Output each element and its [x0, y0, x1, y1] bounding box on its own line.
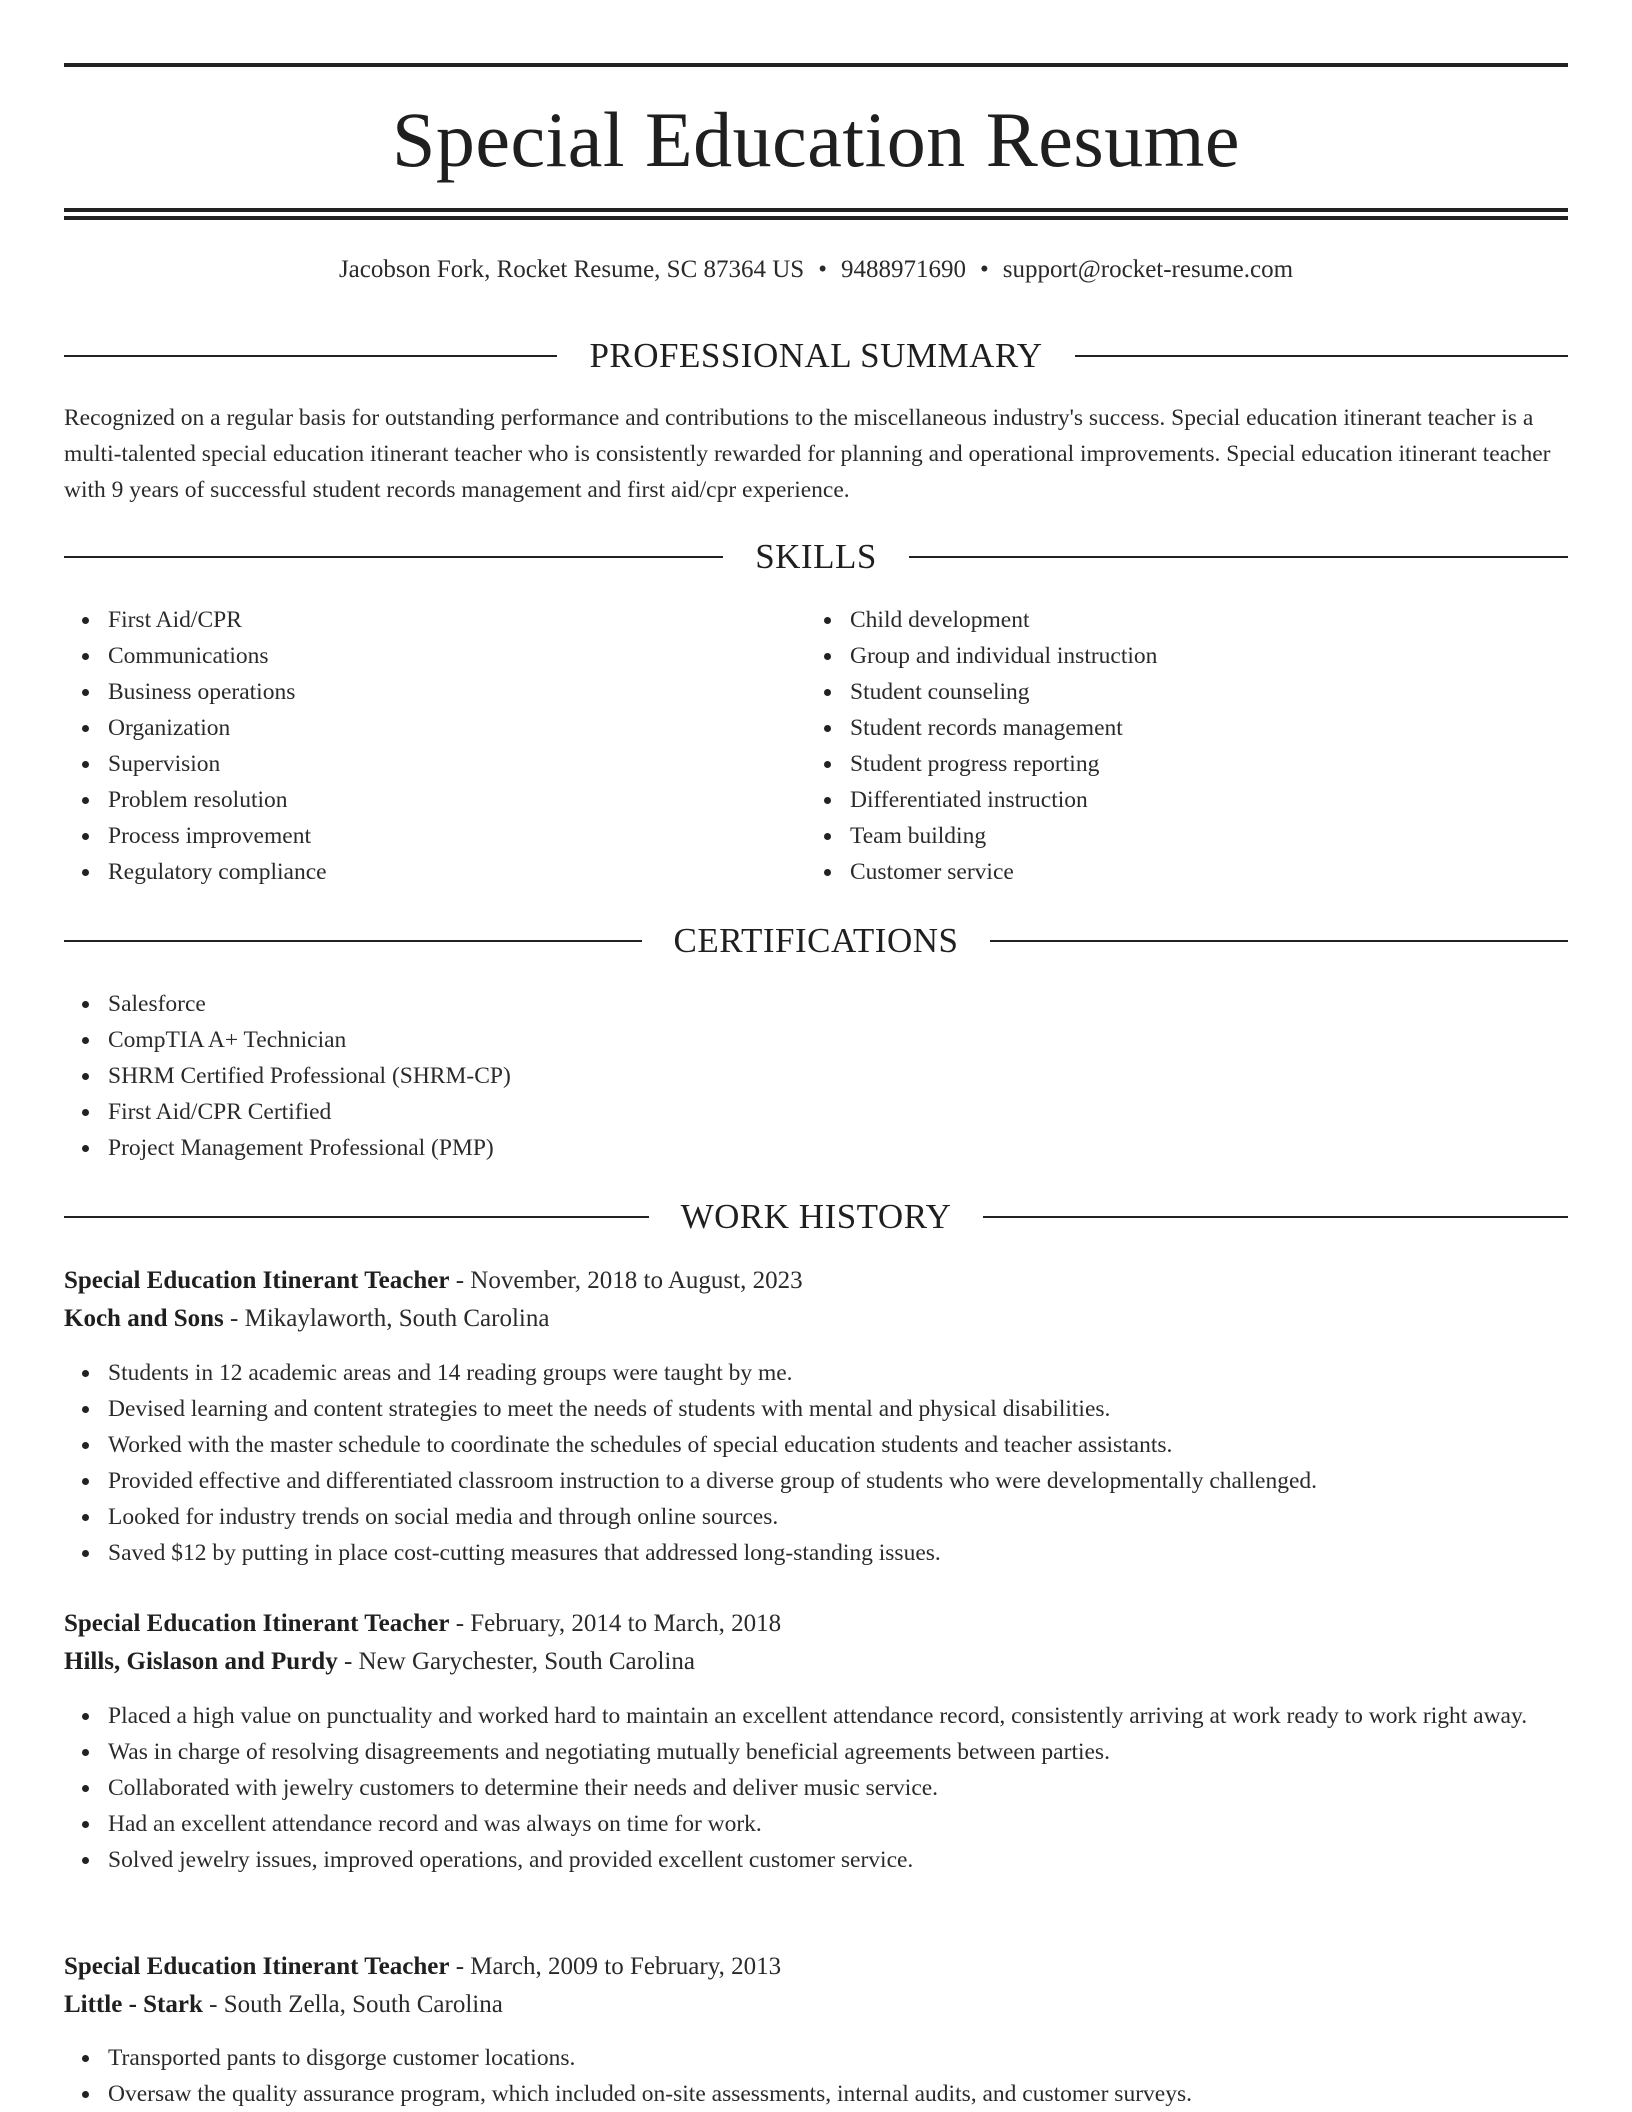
skill-text: Regulatory compliance: [108, 859, 327, 885]
certification-item: [108, 986, 1568, 1022]
skill-item: [850, 710, 1550, 746]
bullet-icon: [82, 833, 89, 840]
duty-item: [108, 1770, 1568, 1806]
heading-rule-left: [64, 355, 557, 357]
resume-title: Special Education Resume: [391, 96, 1241, 183]
job-duties-list: [64, 1698, 1568, 1878]
bullet-icon: [82, 869, 89, 876]
bullet-icon: [82, 1713, 89, 1720]
certification-item: [108, 1058, 1568, 1094]
job-company: Little - Stark: [64, 1991, 203, 2018]
contact-separator: •: [818, 256, 827, 283]
skill-item: [850, 818, 1550, 854]
bullet-icon: [82, 1406, 89, 1413]
certification-text: Project Management Professional (PMP): [108, 1135, 494, 1161]
section-title: WORK HISTORY: [680, 1197, 952, 1236]
bullet-icon: [824, 653, 831, 660]
bullet-icon: [82, 1001, 89, 1008]
skill-text: Business operations: [108, 679, 296, 705]
job-company-line: [64, 1986, 1568, 2024]
skill-item: [108, 674, 808, 710]
bullet-icon: [82, 1514, 89, 1521]
skill-text: First Aid/CPR: [108, 607, 242, 633]
skill-text: Communications: [108, 643, 269, 669]
bullet-icon: [82, 761, 89, 768]
job-title-line: [64, 1948, 1568, 1986]
certification-item: [108, 1094, 1568, 1130]
section-heading-certifications: [64, 919, 1568, 963]
heading-rule-right: [990, 940, 1568, 942]
duty-text: Devised learning and content strategies to meet the needs of students with mental and physical disabilities.: [108, 1396, 1111, 1422]
bullet-icon: [82, 2055, 89, 2062]
job-company: Hills, Gislason and Purdy: [64, 1648, 338, 1675]
duty-item: [108, 1391, 1568, 1427]
duty-item: [108, 1698, 1568, 1734]
duty-item: [108, 1535, 1568, 1571]
duty-text: Saved $12 by putting in place cost-cutting measures that addressed long-standing issues.: [108, 1540, 941, 1566]
skill-item: [108, 782, 808, 818]
header-rule-upper: [64, 208, 1568, 212]
certifications-list: [64, 986, 1568, 1166]
skill-item: [108, 746, 808, 782]
job-company: Koch and Sons: [64, 1305, 224, 1332]
bullet-icon: [82, 1785, 89, 1792]
skill-item: [108, 602, 808, 638]
skill-text: Differentiated instruction: [850, 787, 1088, 813]
bullet-icon: [824, 689, 831, 696]
header-top-rule: [64, 63, 1568, 67]
section-title: CERTIFICATIONS: [673, 921, 959, 960]
duty-text: Was in charge of resolving disagreements and negotiating mutually beneficial agreements between parties.: [108, 1739, 1110, 1765]
job-duties-list: [64, 1355, 1568, 1571]
bullet-icon: [82, 1821, 89, 1828]
skill-item: [850, 602, 1550, 638]
heading-rule-left: [64, 940, 642, 942]
job-title: Special Education Itinerant Teacher: [64, 1267, 450, 1294]
certification-item: [108, 1022, 1568, 1058]
certification-text: SHRM Certified Professional (SHRM-CP): [108, 1063, 511, 1089]
duty-text: Looked for industry trends on social media and through online sources.: [108, 1504, 779, 1530]
skills-list-left: [64, 602, 808, 890]
duty-item: [108, 1427, 1568, 1463]
skill-item: [850, 746, 1550, 782]
bullet-icon: [824, 833, 831, 840]
duty-item: [108, 1806, 1568, 1842]
skill-text: Student progress reporting: [850, 751, 1100, 777]
skill-item: [108, 854, 808, 890]
skill-text: Process improvement: [108, 823, 311, 849]
duty-text: Students in 12 academic areas and 14 reading groups were taught by me.: [108, 1360, 793, 1386]
skill-text: Child development: [850, 607, 1030, 633]
skill-item: [850, 674, 1550, 710]
duty-text: Transported pants to disgorge customer locations.: [108, 2045, 576, 2071]
duty-item: [108, 1734, 1568, 1770]
contact-separator: •: [979, 256, 989, 283]
duty-text: Worked with the master schedule to coordinate the schedules of special education students and teacher assistants.: [108, 1432, 1173, 1458]
skill-text: Group and individual instruction: [850, 643, 1158, 669]
skill-text: Organization: [108, 715, 231, 741]
skills-list-right: [806, 602, 1550, 890]
job-location: - Mikaylaworth, South Carolina: [223, 1305, 550, 1332]
skill-item: [108, 710, 808, 746]
job-title: Special Education Itinerant Teacher: [64, 1953, 450, 1980]
section-heading-skills: [64, 535, 1568, 579]
duty-text: Oversaw the quality assurance program, which included on-site assessments, internal audits, and customer surveys.: [108, 2081, 1192, 2107]
bullet-icon: [82, 2091, 89, 2098]
skill-text: Team building: [850, 823, 987, 849]
bullet-icon: [82, 1442, 89, 1449]
job-location: - New Garychester, South Carolina: [337, 1648, 695, 1675]
duty-item: [108, 2040, 1568, 2076]
job-title: Special Education Itinerant Teacher: [64, 1610, 450, 1637]
certification-text: Salesforce: [108, 991, 206, 1017]
bullet-icon: [82, 1370, 89, 1377]
bullet-icon: [82, 797, 89, 804]
skill-text: Student counseling: [850, 679, 1030, 705]
bullet-icon: [82, 1749, 89, 1756]
duty-item: [108, 1463, 1568, 1499]
bullet-icon: [824, 797, 831, 804]
duty-item: [108, 2076, 1568, 2112]
job-title-line: [64, 1262, 1568, 1300]
duty-item: [108, 1355, 1568, 1391]
skill-text: Customer service: [850, 859, 1014, 885]
bullet-icon: [82, 1037, 89, 1044]
section-title: PROFESSIONAL SUMMARY: [589, 336, 1043, 375]
bullet-icon: [82, 653, 89, 660]
job-dates: - February, 2014 to March, 2018: [449, 1610, 782, 1637]
job-company-line: [64, 1300, 1568, 1338]
section-heading-work-history: [64, 1195, 1568, 1239]
duty-item: [108, 1499, 1568, 1535]
duty-text: Solved jewelry issues, improved operations, and provided excellent customer service.: [108, 1847, 914, 1873]
bullet-icon: [82, 1073, 89, 1080]
bullet-icon: [82, 617, 89, 624]
heading-rule-right: [909, 556, 1568, 558]
section-title: SKILLS: [755, 537, 877, 576]
bullet-icon: [824, 761, 831, 768]
skill-text: Supervision: [108, 751, 221, 777]
job-title-line: [64, 1605, 1568, 1643]
skill-text: Problem resolution: [108, 787, 288, 813]
job-dates: - March, 2009 to February, 2013: [449, 1953, 782, 1980]
skill-item: [850, 638, 1550, 674]
job-duties-list: [64, 2040, 1568, 2112]
duty-text: Collaborated with jewelry customers to determine their needs and deliver music service.: [108, 1775, 939, 1801]
certification-text: CompTIA A+ Technician: [108, 1027, 347, 1053]
skill-item: [108, 638, 808, 674]
skill-item: [850, 782, 1550, 818]
duty-text: Provided effective and differentiated classroom instruction to a diverse group of students who were developmentally challenged.: [108, 1468, 1318, 1494]
job-location: - South Zella, South Carolina: [202, 1991, 503, 2018]
bullet-icon: [82, 1857, 89, 1864]
skill-item: [850, 854, 1550, 890]
bullet-icon: [82, 689, 89, 696]
contact-phone: 9488971690: [840, 256, 966, 283]
header-rule-lower: [64, 216, 1568, 220]
bullet-icon: [824, 617, 831, 624]
contact-email: support@rocket-resume.com: [1002, 256, 1294, 283]
bullet-icon: [82, 1550, 89, 1557]
duty-text: Had an excellent attendance record and was always on time for work.: [108, 1811, 762, 1837]
bullet-icon: [82, 1145, 89, 1152]
heading-rule-right: [1075, 355, 1568, 357]
duty-item: [108, 1842, 1568, 1878]
certification-text: First Aid/CPR Certified: [108, 1099, 332, 1125]
skill-text: Student records management: [850, 715, 1123, 741]
job-dates: - November, 2018 to August, 2023: [449, 1267, 803, 1294]
contact-line: [64, 252, 1568, 288]
heading-rule-left: [64, 556, 723, 558]
heading-rule-left: [64, 1216, 649, 1218]
skill-item: [108, 818, 808, 854]
bullet-icon: [824, 869, 831, 876]
contact-address: Jacobson Fork, Rocket Resume, SC 87364 US: [338, 256, 805, 283]
bullet-icon: [82, 1478, 89, 1485]
job-company-line: [64, 1643, 1568, 1681]
certification-item: [108, 1130, 1568, 1166]
summary-text: Recognized on a regular basis for outstanding performance and contributions to the miscellaneous industry's success. Special education itinerant teacher is a multi-talented special education itinerant teacher who is consistently rewarded for planning and operational improvements. Special education itinerant teacher with 9 years of successful student records management and first aid/cpr experience.: [64, 405, 1551, 503]
heading-rule-right: [983, 1216, 1568, 1218]
duty-text: Placed a high value on punctuality and worked hard to maintain an excellent attendance record, consistently arriving at work ready to work right away.: [108, 1703, 1528, 1729]
section-heading-summary: [64, 334, 1568, 378]
bullet-icon: [82, 1109, 89, 1116]
bullet-icon: [824, 725, 831, 732]
bullet-icon: [82, 725, 89, 732]
